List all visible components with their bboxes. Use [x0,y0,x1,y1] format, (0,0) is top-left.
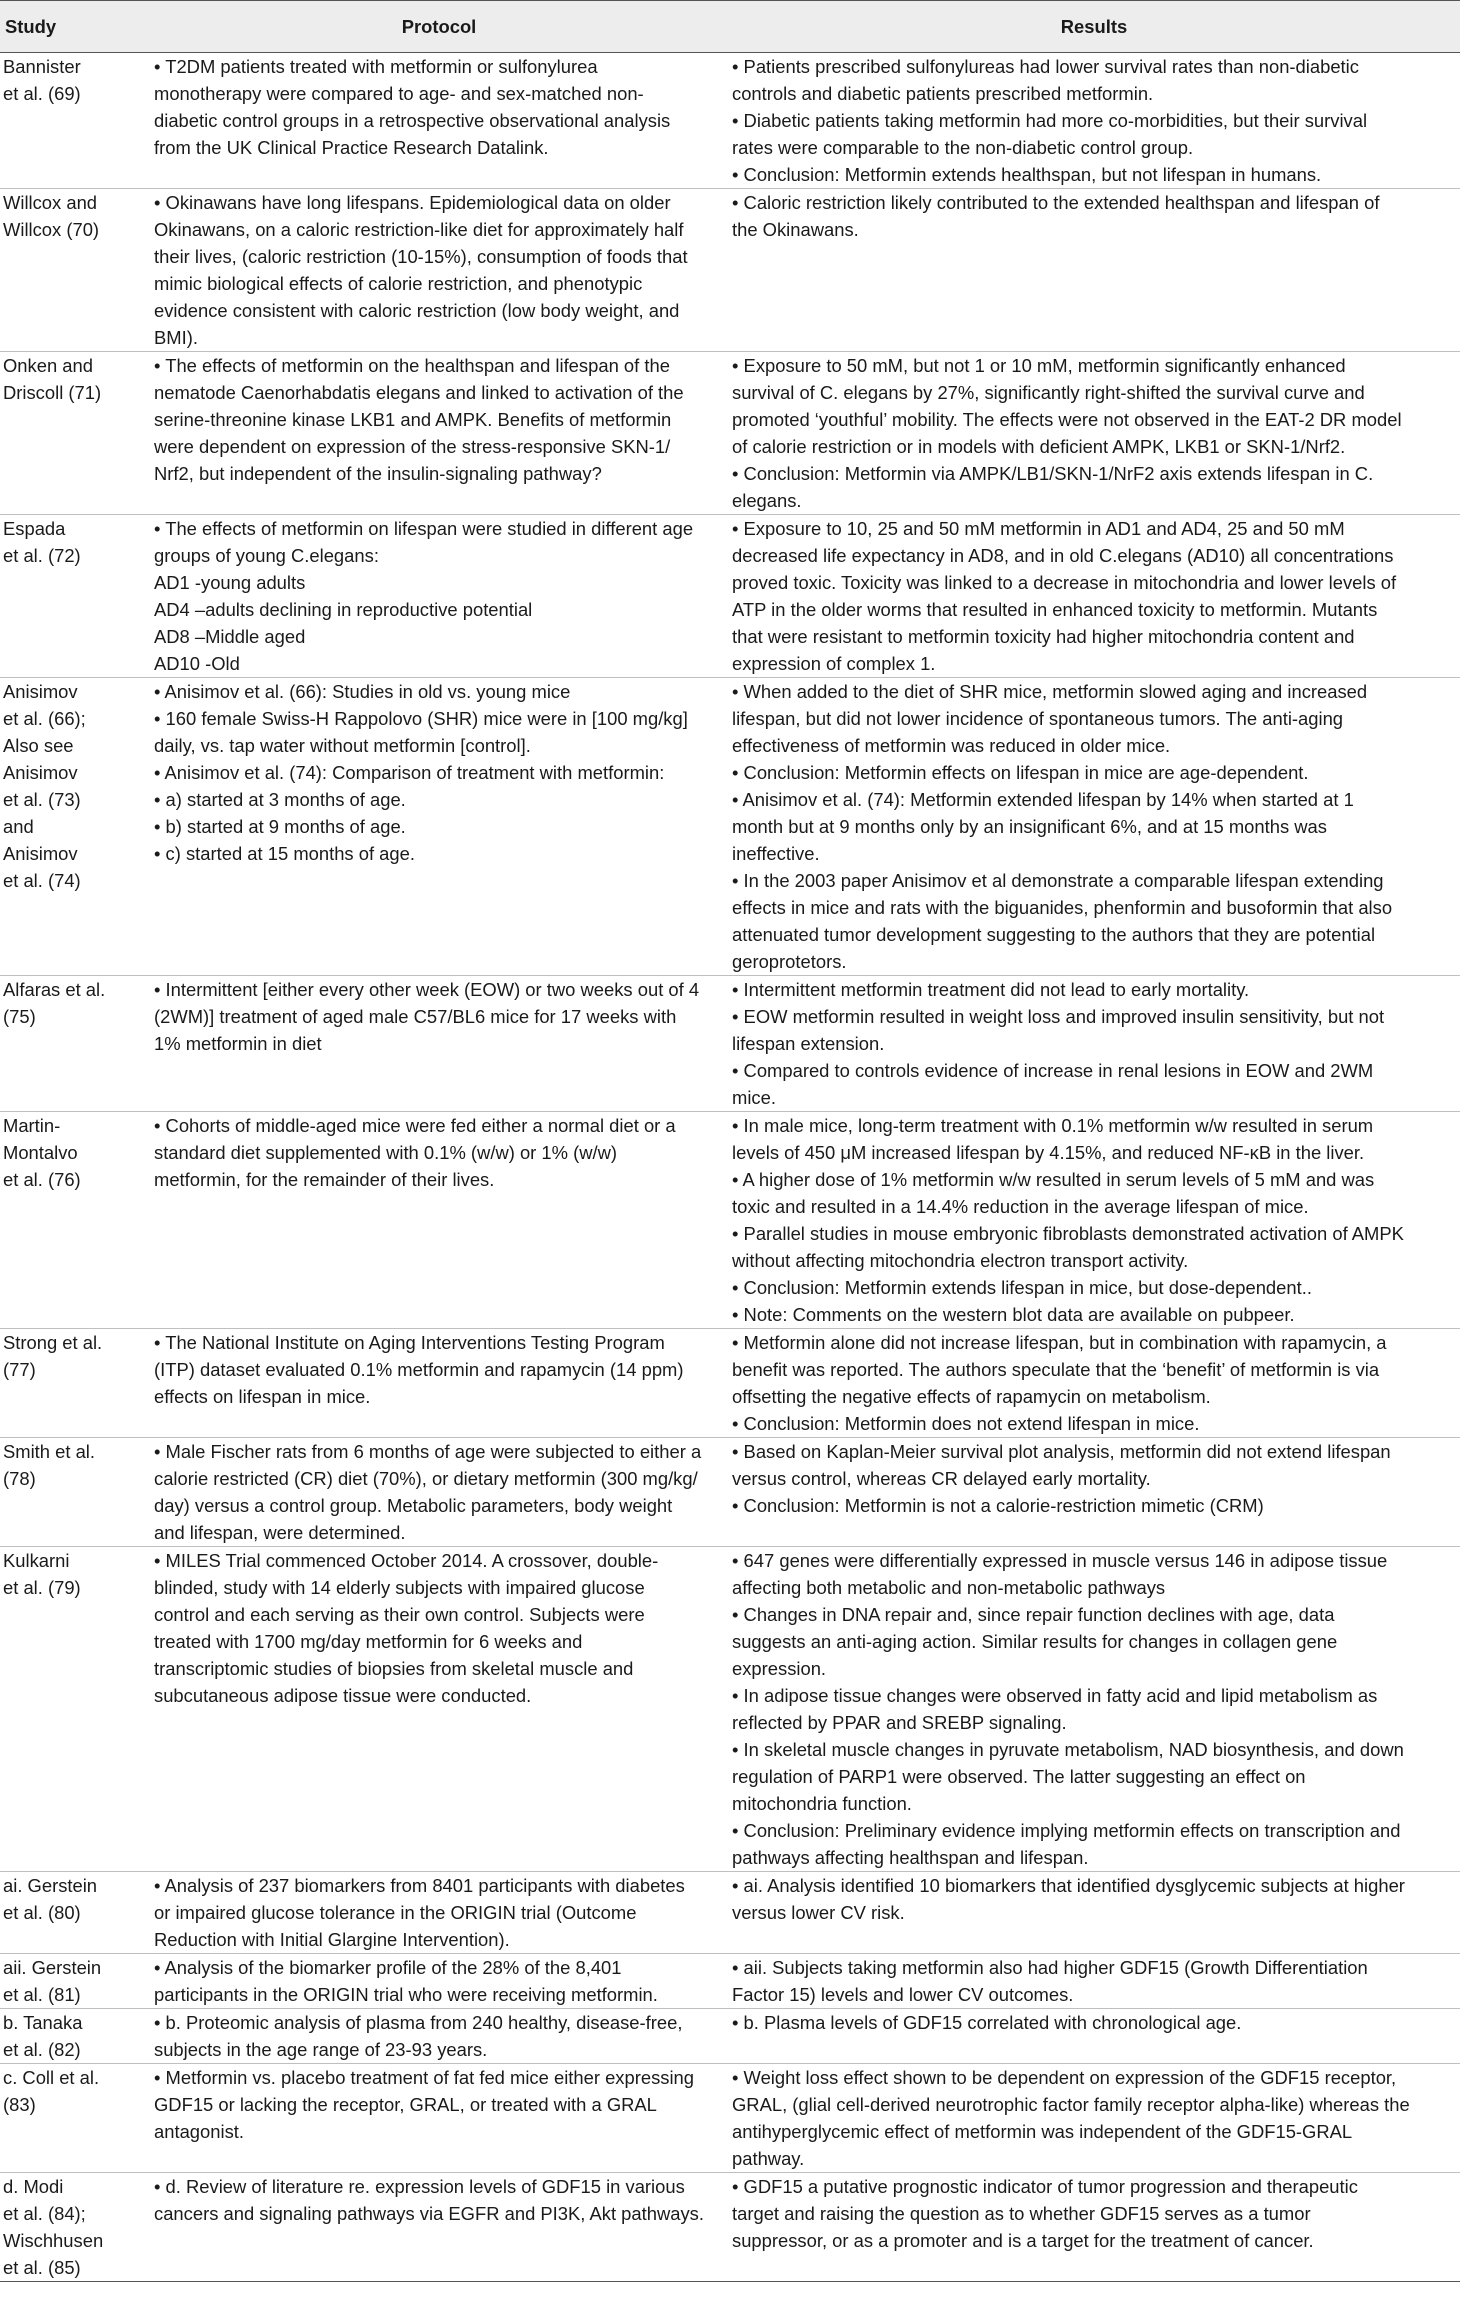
study-cell [0,1329,150,1438]
results-line: • Metformin alone did not increase lifespan, but in combination with rapamycin, a [732,1332,1387,1353]
results-line: • EOW metformin resulted in weight loss and improved insulin sensitivity, but not [732,1006,1385,1027]
results-cell [728,976,1460,1112]
study-line: (75) [3,1006,36,1027]
study-line: b. Tanaka [3,2012,83,2033]
results-line: that were resistant to metformin toxicity had higher mitochondria content and [732,626,1355,647]
protocol-cell [150,1872,728,1954]
protocol-line: 1% metformin in diet [154,1033,322,1054]
study-line: Willcox and [3,192,98,213]
protocol-line: • b) started at 9 months of age. [154,816,406,837]
results-line: versus control, whereas CR delayed early mortality. [732,1468,1151,1489]
protocol-line: • Analysis of 237 biomarkers from 8401 participants with diabetes [154,1875,685,1896]
table-row [0,53,1460,189]
study-line: Montalvo [3,1142,78,1163]
protocol-cell [150,1954,728,2009]
header-study: Study [0,1,150,53]
protocol-line: transcriptomic studies of biopsies from skeletal muscle and [154,1658,634,1679]
protocol-line: Nrf2, but independent of the insulin-signaling pathway? [154,463,602,484]
study-line: Kulkarni [3,1550,70,1571]
study-cell [0,2064,150,2173]
results-line: proved toxic. Toxicity was linked to a decrease in mitochondria and lower levels of [732,572,1397,593]
results-line: of calorie restriction or in models with deficient AMPK, LKB1 or SKN-1/Nrf2. [732,436,1346,457]
protocol-line: (2WM)] treatment of aged male C57/BL6 mice for 17 weeks with [154,1006,677,1027]
protocol-line: treated with 1700 mg/day metformin for 6 weeks and [154,1631,583,1652]
protocol-line: AD4 –adults declining in reproductive potential [154,599,533,620]
study-line: et al. (72) [3,545,81,566]
results-line: regulation of PARP1 were observed. The latter suggesting an effect on [732,1766,1306,1787]
protocol-cell [150,2009,728,2064]
results-line: • Conclusion: Preliminary evidence implying metformin effects on transcription and [732,1820,1401,1841]
study-line: et al. (80) [3,1902,81,1923]
protocol-line: blinded, study with 14 elderly subjects with impaired glucose [154,1577,645,1598]
study-line: Anisimov [3,843,78,864]
results-line: • Conclusion: Metformin does not extend lifespan in mice. [732,1413,1200,1434]
study-line: Willcox (70) [3,219,100,240]
study-line: Smith et al. [3,1441,95,1462]
results-cell [728,53,1460,189]
study-line: (77) [3,1359,36,1380]
protocol-line: • Analysis of the biomarker profile of the 28% of the 8,401 [154,1957,622,1978]
study-line: d. Modi [3,2176,64,2197]
results-line: attenuated tumor development suggesting to the authors that they are potential [732,924,1376,945]
results-line: • Exposure to 10, 25 and 50 mM metformin in AD1 and AD4, 25 and 50 mM [732,518,1345,539]
results-line: • Conclusion: Metformin effects on lifespan in mice are age-dependent. [732,762,1309,783]
study-cell [0,189,150,352]
protocol-cell [150,515,728,678]
protocol-line: their lives, (caloric restriction (10-15%), consumption of foods that [154,246,688,267]
results-line: • In the 2003 paper Anisimov et al demonstrate a comparable lifespan extending [732,870,1384,891]
results-line: target and raising the question as to whether GDF15 serves as a tumor [732,2203,1311,2224]
protocol-line: • Intermittent [either every other week (EOW) or two weeks out of 4 [154,979,700,1000]
protocol-line: daily, vs. tap water without metformin [control]. [154,735,531,756]
protocol-line: • The effects of metformin on lifespan were studied in different age [154,518,694,539]
protocol-line: mimic biological effects of calorie restriction, and phenotypic [154,273,643,294]
protocol-line: • c) started at 15 months of age. [154,843,415,864]
results-line: • GDF15 a putative prognostic indicator of tumor progression and therapeutic [732,2176,1358,2197]
protocol-cell [150,1329,728,1438]
results-cell [728,1112,1460,1329]
protocol-line: • Metformin vs. placebo treatment of fat fed mice either expressing [154,2067,695,2088]
results-line: • ai. Analysis identified 10 biomarkers that identified dysglycemic subjects at higher [732,1875,1405,1896]
results-line: ineffective. [732,843,820,864]
protocol-line: • The effects of metformin on the healthspan and lifespan of the [154,355,670,376]
protocol-cell [150,1112,728,1329]
study-line: Alfaras et al. [3,979,106,1000]
results-line: effectiveness of metformin was reduced in older mice. [732,735,1171,756]
study-line: Also see [3,735,74,756]
results-line: rates were comparable to the non-diabetic control group. [732,137,1194,158]
study-line: Anisimov [3,762,78,783]
study-line: ai. Gerstein [3,1875,98,1896]
protocol-line: were dependent on expression of the stress-responsive SKN-1/ [154,436,671,457]
results-cell [728,1329,1460,1438]
protocol-line: GDF15 or lacking the receptor, GRAL, or treated with a GRAL [154,2094,657,2115]
header-row [0,1,1460,53]
results-line: • Caloric restriction likely contributed to the extended healthspan and lifespan of [732,192,1380,213]
table-row [0,515,1460,678]
results-cell [728,2173,1460,2282]
study-line: et al. (66); [3,708,86,729]
study-cell [0,976,150,1112]
results-line: • A higher dose of 1% metformin w/w resulted in serum levels of 5 mM and was [732,1169,1375,1190]
results-line: • Compared to controls evidence of increase in renal lesions in EOW and 2WM [732,1060,1374,1081]
protocol-line: effects on lifespan in mice. [154,1386,371,1407]
results-line: • Based on Kaplan-Meier survival plot analysis, metformin did not extend lifespan [732,1441,1391,1462]
study-line: et al. (69) [3,83,81,104]
results-line: pathway. [732,2148,805,2169]
results-line: versus lower CV risk. [732,1902,905,1923]
results-line: • Conclusion: Metformin extends healthspan, but not lifespan in humans. [732,164,1322,185]
study-line: c. Coll et al. [3,2067,100,2088]
protocol-line: • Okinawans have long lifespans. Epidemiological data on older [154,192,671,213]
protocol-line: cancers and signaling pathways via EGFR and PI3K, Akt pathways. [154,2203,704,2224]
results-line: mitochondria function. [732,1793,912,1814]
protocol-line: monotherapy were compared to age- and sex-matched non- [154,83,644,104]
study-line: aii. Gerstein [3,1957,102,1978]
protocol-cell [150,1547,728,1872]
results-line: benefit was reported. The authors speculate that the ‘benefit’ of metformin is via [732,1359,1380,1380]
study-line: et al. (76) [3,1169,81,1190]
results-line: GRAL, (glial cell-derived neurotrophic factor family receptor alpha-like) whereas the [732,2094,1410,2115]
results-line: suppressor, or as a promoter and is a target for the treatment of cancer. [732,2230,1314,2251]
protocol-line: standard diet supplemented with 0.1% (w/w) or 1% (w/w) [154,1142,618,1163]
results-cell [728,2064,1460,2173]
results-line: • In skeletal muscle changes in pyruvate metabolism, NAD biosynthesis, and down [732,1739,1404,1760]
protocol-cell [150,2064,728,2173]
study-line: et al. (84); [3,2203,86,2224]
results-cell [728,352,1460,515]
study-cell [0,2009,150,2064]
results-line: toxic and resulted in a 14.4% reduction in the average lifespan of mice. [732,1196,1309,1217]
study-cell [0,1112,150,1329]
protocol-line: metformin, for the remainder of their lives. [154,1169,495,1190]
results-line: • aii. Subjects taking metformin also had higher GDF15 (Growth Differentiation [732,1957,1368,1978]
study-cell [0,1438,150,1547]
results-line: effects in mice and rats with the biguanides, phenformin and busoformin that also [732,897,1393,918]
table-row [0,352,1460,515]
protocol-cell [150,53,728,189]
study-line: (83) [3,2094,36,2115]
protocol-line: from the UK Clinical Practice Research Datalink. [154,137,549,158]
protocol-line: • T2DM patients treated with metformin or sulfonylurea [154,56,598,77]
study-cell [0,1547,150,1872]
protocol-cell [150,1438,728,1547]
study-line: Driscoll (71) [3,382,102,403]
protocol-cell [150,2173,728,2282]
results-line: lifespan, but did not lower incidence of spontaneous tumors. The anti-aging [732,708,1344,729]
results-cell [728,515,1460,678]
protocol-line: BMI). [154,327,198,348]
protocol-line: control and each serving as their own control. Subjects were [154,1604,645,1625]
table-row [0,1112,1460,1329]
table-row [0,1872,1460,1954]
study-line: Onken and [3,355,93,376]
protocol-cell [150,352,728,515]
results-line: reflected by PPAR and SREBP signaling. [732,1712,1067,1733]
protocol-line: diabetic control groups in a retrospective observational analysis [154,110,671,131]
results-line: • Changes in DNA repair and, since repair function declines with age, data [732,1604,1335,1625]
results-line: levels of 450 μM increased lifespan by 4.15%, and reduced NF-κB in the liver. [732,1142,1365,1163]
protocol-cell [150,678,728,976]
study-line: Strong et al. [3,1332,103,1353]
results-line: • Exposure to 50 mM, but not 1 or 10 mM, metformin significantly enhanced [732,355,1346,376]
study-cell [0,352,150,515]
table-header [0,1,1460,53]
protocol-line: • Anisimov et al. (66): Studies in old vs. young mice [154,681,571,702]
results-line: • Anisimov et al. (74): Metformin extended lifespan by 14% when started at 1 [732,789,1354,810]
table-row [0,976,1460,1112]
protocol-line: serine-threonine kinase LKB1 and AMPK. Benefits of metformin [154,409,672,430]
results-line: offsetting the negative effects of rapamycin on metabolism. [732,1386,1211,1407]
protocol-line: groups of young C.elegans: [154,545,379,566]
results-line: suggests an anti-aging action. Similar results for changes in collagen gene [732,1631,1338,1652]
results-line: survival of C. elegans by 27%, significantly right-shifted the survival curve and [732,382,1365,403]
results-cell [728,189,1460,352]
results-cell [728,1872,1460,1954]
study-cell [0,2173,150,2282]
study-line: Wischhusen [3,2230,104,2251]
protocol-line: • 160 female Swiss-H Rappolovo (SHR) mice were in [100 mg/kg] [154,708,688,729]
results-line: ATP in the older worms that resulted in enhanced toxicity to metformin. Mutants [732,599,1378,620]
results-line: • b. Plasma levels of GDF15 correlated with chronological age. [732,2012,1242,2033]
protocol-cell [150,976,728,1112]
results-line: • Diabetic patients taking metformin had more co-morbidities, but their survival [732,110,1368,131]
study-line: et al. (85) [3,2257,81,2278]
study-line: and [3,816,34,837]
protocol-line: Okinawans, on a caloric restriction-like diet for approximately half [154,219,684,240]
results-cell [728,1547,1460,1872]
protocol-line: • Male Fischer rats from 6 months of age were subjected to either a [154,1441,702,1462]
protocol-line: or impaired glucose tolerance in the ORIGIN trial (Outcome [154,1902,637,1923]
protocol-line: evidence consistent with caloric restriction (low body weight, and [154,300,680,321]
protocol-line: • a) started at 3 months of age. [154,789,406,810]
protocol-line: nematode Caenorhabdatis elegans and linked to activation of the [154,382,684,403]
table-row [0,1954,1460,2009]
study-line: et al. (79) [3,1577,81,1598]
protocol-cell [150,189,728,352]
study-line: et al. (82) [3,2039,81,2060]
protocol-line: • b. Proteomic analysis of plasma from 240 healthy, disease-free, [154,2012,683,2033]
study-cell [0,678,150,976]
results-line: • Conclusion: Metformin extends lifespan in mice, but dose-dependent.. [732,1277,1312,1298]
results-line: • In adipose tissue changes were observed in fatty acid and lipid metabolism as [732,1685,1378,1706]
header-protocol: Protocol [150,1,728,53]
protocol-line: AD1 -young adults [154,572,306,593]
protocol-line: AD10 -Old [154,653,240,674]
study-line: Bannister [3,56,81,77]
study-cell [0,1872,150,1954]
study-line: (78) [3,1468,36,1489]
results-line: • Patients prescribed sulfonylureas had lower survival rates than non-diabetic [732,56,1359,77]
table-row [0,1329,1460,1438]
results-line: decreased life expectancy in AD8, and in old C.elegans (AD10) all concentrations [732,545,1394,566]
protocol-line: • Cohorts of middle-aged mice were fed either a normal diet or a [154,1115,676,1136]
protocol-line: AD8 –Middle aged [154,626,306,647]
protocol-line: subcutaneous adipose tissue were conducted. [154,1685,532,1706]
results-line: expression. [732,1658,827,1679]
protocol-line: calorie restricted (CR) diet (70%), or dietary metformin (300 mg/kg/ [154,1468,698,1489]
results-line: • Intermittent metformin treatment did not lead to early mortality. [732,979,1250,1000]
results-cell [728,2009,1460,2064]
study-line: Martin- [3,1115,61,1136]
results-line: pathways affecting healthspan and lifespan. [732,1847,1089,1868]
results-line: the Okinawans. [732,219,859,240]
protocol-line: Reduction with Initial Glargine Intervention). [154,1929,510,1950]
table-row [0,2009,1460,2064]
results-line: • Conclusion: Metformin via AMPK/LB1/SKN-1/NrF2 axis extends lifespan in C. [732,463,1374,484]
table-body [0,53,1460,2282]
protocol-line: (ITP) dataset evaluated 0.1% metformin and rapamycin (14 ppm) [154,1359,684,1380]
results-line: • Parallel studies in mouse embryonic fibroblasts demonstrated activation of AMPK [732,1223,1404,1244]
study-cell [0,515,150,678]
protocol-line: participants in the ORIGIN trial who were receiving metformin. [154,1984,658,2005]
protocol-line: subjects in the age range of 23-93 years. [154,2039,488,2060]
table-row [0,678,1460,976]
study-line: Anisimov [3,681,78,702]
table-row [0,2173,1460,2282]
results-line: expression of complex 1. [732,653,936,674]
results-line: elegans. [732,490,802,511]
results-line: month but at 9 months only by an insignificant 6%, and at 15 months was [732,816,1327,837]
results-line: • When added to the diet of SHR mice, metformin slowed aging and increased [732,681,1368,702]
table-row [0,189,1460,352]
results-line: • Weight loss effect shown to be dependent on expression of the GDF15 receptor, [732,2067,1397,2088]
table-row [0,1547,1460,1872]
protocol-line: • MILES Trial commenced October 2014. A crossover, double- [154,1550,659,1571]
protocol-line: day) versus a control group. Metabolic parameters, body weight [154,1495,673,1516]
results-line: • Note: Comments on the western blot data are available on pubpeer. [732,1304,1295,1325]
header-results: Results [728,1,1460,53]
study-line: et al. (81) [3,1984,81,2005]
study-cell [0,1954,150,2009]
study-line: Espada [3,518,66,539]
results-line: affecting both metabolic and non-metabolic pathways [732,1577,1166,1598]
protocol-line: • d. Review of literature re. expression levels of GDF15 in various [154,2176,685,2197]
table-row [0,1438,1460,1547]
results-line: geroprotetors. [732,951,847,972]
results-line: promoted ‘youthful’ mobility. The effects were not observed in the EAT-2 DR model [732,409,1402,430]
results-cell [728,1954,1460,2009]
protocol-line: • Anisimov et al. (74): Comparison of treatment with metformin: [154,762,665,783]
protocol-line: and lifespan, were determined. [154,1522,406,1543]
results-line: mice. [732,1087,776,1108]
results-line: lifespan extension. [732,1033,885,1054]
results-line: controls and diabetic patients prescribed metformin. [732,83,1154,104]
results-line: without affecting mitochondria electron transport activity. [732,1250,1189,1271]
table-row [0,2064,1460,2173]
results-line: antihyperglycemic effect of metformin was independent of the GDF15-GRAL [732,2121,1353,2142]
results-line: Factor 15) levels and lower CV outcomes. [732,1984,1074,2005]
results-cell [728,1438,1460,1547]
results-line: • In male mice, long-term treatment with 0.1% metformin w/w resulted in serum [732,1115,1374,1136]
protocol-line: • The National Institute on Aging Interventions Testing Program [154,1332,665,1353]
study-line: et al. (73) [3,789,81,810]
protocol-line: antagonist. [154,2121,244,2142]
results-line: • Conclusion: Metformin is not a calorie-restriction mimetic (CRM) [732,1495,1264,1516]
results-cell [728,678,1460,976]
results-line: • 647 genes were differentially expressed in muscle versus 146 in adipose tissue [732,1550,1388,1571]
study-cell [0,53,150,189]
study-line: et al. (74) [3,870,81,891]
